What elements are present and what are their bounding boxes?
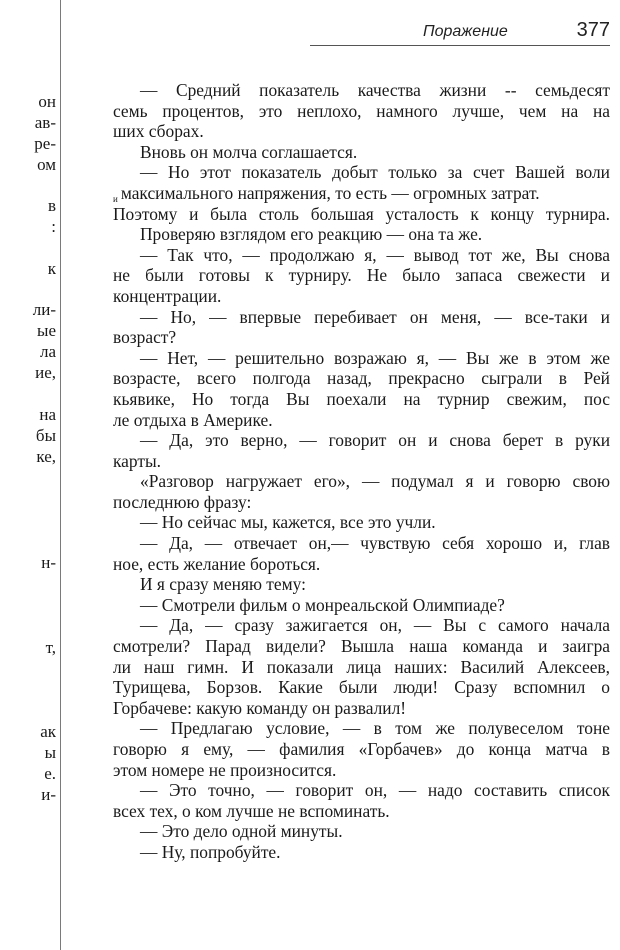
text-line: — Предлагаю условие, — в том же полувеселом тоне (140, 718, 610, 739)
text-line: Горбачеве: какую команду он развалил! (113, 697, 407, 718)
text-line: И я сразу меняю тему: (140, 574, 306, 595)
text-line: концентрации. (113, 285, 222, 306)
text-line: Турищева, Борзов. Какие были люди! Сразу вспомнил о (113, 677, 610, 698)
text-line: ли наш гимн. И показали лица наших: Василий Алексеев, (113, 656, 610, 677)
text-line: кьявике, Но тогда Вы поехали на турнир свежим, пос (113, 388, 610, 409)
text-line: Проверяю взглядом его реакцию — она та же. (140, 224, 483, 245)
text-line: — Средний показатель качества жизни -- семьдесят (140, 80, 610, 100)
text-line: — Ну, попробуйте. (140, 841, 281, 862)
gutter-fragment: ые (37, 321, 56, 340)
text-line: говорю я ему, — фамилия «Горбачев» до конца матча в (113, 739, 610, 759)
text-line: Вновь он молча соглашается. (140, 141, 358, 162)
header-rule (310, 45, 610, 46)
gutter-fragment: т, (45, 638, 56, 657)
text-line: всех тех, о ком лучше не вспоминать. (113, 800, 390, 821)
gutter-fragment: е. (44, 764, 56, 783)
text-line: карты. (113, 450, 162, 471)
gutter-fragment: к (47, 259, 56, 278)
gutter-fragment: ке, (36, 447, 56, 466)
page-body (113, 80, 610, 863)
gutter-fragment: ие, (35, 363, 56, 382)
text-line: — Но сейчас мы, кажется, все это учли. (140, 512, 436, 533)
gutter-fragment: на (39, 405, 56, 424)
page-header (310, 18, 610, 48)
text-line: — Да, это верно, — говорит он и снова берет в руки (140, 430, 610, 451)
running-title: Поражение (423, 23, 508, 40)
text-line: Поэтому и была столь большая усталость к концу турнира. (113, 203, 610, 224)
gutter-fragment: в (47, 196, 56, 215)
text-line: — Так что, — продолжаю я, — вывод тот же, Вы снова (140, 244, 610, 265)
text-line: — Но, — впервые перебивает он меня, — все-таки и (140, 306, 610, 327)
gutter-fragment: ла (39, 342, 56, 361)
text-line: — Но этот показатель добыт только за счет Вашей воли (140, 162, 610, 183)
gutter-fragment: и- (41, 785, 56, 804)
text-line: возраст? (113, 327, 177, 348)
text-line: смотрели? Парад видели? Вышла наша команда и заигра (113, 636, 610, 657)
gutter-fragment: ы (44, 743, 56, 762)
text-line: — Это точно, — говорит он, — надо составить список (140, 780, 610, 801)
text-line: — Да, — отвечает он,— чувствую себя хорошо и, глав (140, 533, 610, 554)
text-line: максимального напряжения, то есть — огромных затрат. (120, 182, 540, 203)
text-line: этом номере не произносится. (113, 759, 337, 780)
gutter-fragment: ав- (34, 113, 56, 132)
text-line: возрасте, всего полгода назад, прекрасно сыграли в Рей (113, 368, 610, 389)
text-line: — Да, — сразу зажигается он, — Вы с самого начала (140, 615, 610, 636)
text-line: — Нет, — решительно возражаю я, — Вы же в этом же (140, 347, 610, 368)
page-spine-rule (60, 0, 61, 950)
stray-character: и (113, 193, 118, 204)
gutter-fragment: ре- (34, 134, 56, 153)
text-line: ших сборах. (113, 121, 204, 142)
text-line: — Это дело одной минуты. (140, 821, 343, 842)
previous-page-edge (0, 0, 60, 950)
text-line: не были готовы к турниру. Не было запаса свежести и (113, 265, 610, 286)
gutter-fragment: бы (35, 426, 56, 445)
text-line: семь процентов, это неплохо, намного лучше, чем на на (113, 100, 610, 121)
page-number: 377 (576, 19, 610, 41)
gutter-fragment: : (51, 217, 56, 236)
text-line: «Разговор нагружает его», — подумал я и говорю свою (140, 471, 610, 492)
gutter-fragment: н- (41, 553, 56, 572)
gutter-fragment: ак (40, 722, 56, 741)
gutter-fragment: ли- (32, 300, 56, 319)
text-line: ное, есть желание бороться. (113, 553, 321, 574)
text-line: ле отдыха в Америке. (113, 409, 273, 430)
text-line: последнюю фразу: (113, 491, 252, 512)
gutter-fragment: он (38, 92, 56, 111)
text-line: — Смотрели фильм о монреальской Олимпиаде? (140, 594, 505, 615)
text-line-with-stray-char (113, 183, 610, 204)
gutter-fragment: ом (37, 155, 56, 174)
